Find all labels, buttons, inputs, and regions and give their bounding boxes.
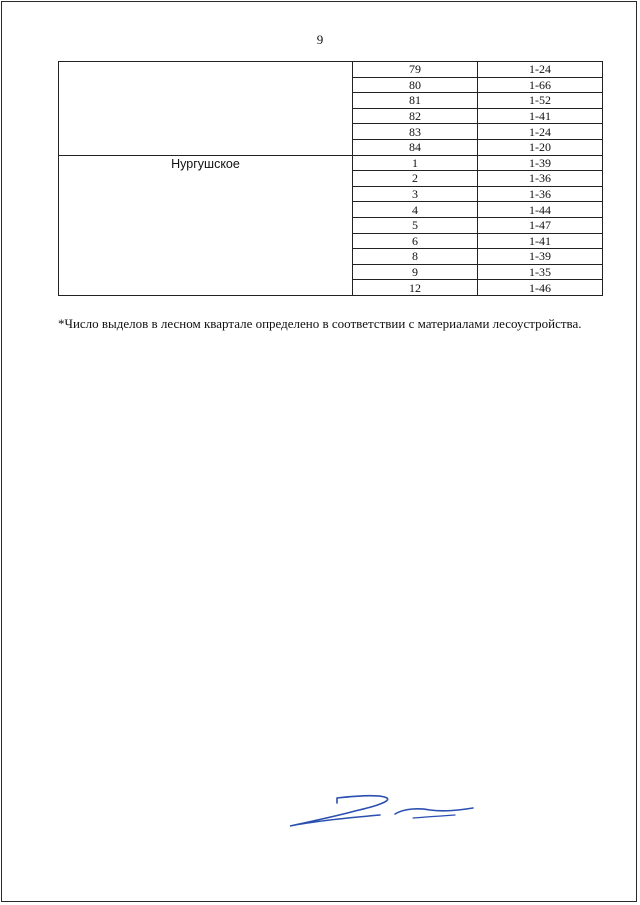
quarter-number-cell: 82 (352, 108, 477, 124)
table-row (59, 62, 603, 78)
quarter-number-cell: 84 (352, 139, 477, 155)
quarter-number-cell: 4 (352, 202, 477, 218)
quarter-number-cell: 2 (352, 171, 477, 187)
quarter-number-cell: 6 (352, 233, 477, 249)
plots-range-cell: 1-66 (477, 77, 602, 93)
plots-range-cell: 1-36 (477, 171, 602, 187)
plots-range-cell: 1-36 (477, 186, 602, 202)
plots-range-cell: 1-20 (477, 139, 602, 155)
quarter-number-cell: 83 (352, 124, 477, 140)
quarter-number-cell: 12 (352, 280, 477, 296)
quarter-number-cell: 80 (352, 77, 477, 93)
district-name-cell: Нургушское (59, 155, 353, 295)
forest-quarters-table (58, 61, 603, 296)
plots-range-cell: 1-24 (477, 62, 602, 78)
quarter-number-cell: 3 (352, 186, 477, 202)
quarter-number-cell: 9 (352, 264, 477, 280)
signature-image (285, 788, 480, 833)
district-name-cell (59, 62, 353, 156)
quarter-number-cell: 8 (352, 249, 477, 265)
plots-range-cell: 1-35 (477, 264, 602, 280)
quarter-number-cell: 1 (352, 155, 477, 171)
plots-range-cell: 1-52 (477, 93, 602, 109)
plots-range-cell: 1-24 (477, 124, 602, 140)
plots-range-cell: 1-39 (477, 155, 602, 171)
plots-range-cell: 1-39 (477, 249, 602, 265)
plots-range-cell: 1-46 (477, 280, 602, 296)
plots-range-cell: 1-44 (477, 202, 602, 218)
plots-range-cell: 1-41 (477, 108, 602, 124)
quarter-number-cell: 79 (352, 62, 477, 78)
page-number: 9 (316, 32, 324, 47)
table-row (59, 155, 603, 171)
quarter-number-cell: 81 (352, 93, 477, 109)
plots-range-cell: 1-47 (477, 217, 602, 233)
footnote: *Число выделов в лесном квартале определено в соответствии с материалами лесоустройства. (58, 316, 582, 331)
plots-range-cell: 1-41 (477, 233, 602, 249)
quarter-number-cell: 5 (352, 217, 477, 233)
